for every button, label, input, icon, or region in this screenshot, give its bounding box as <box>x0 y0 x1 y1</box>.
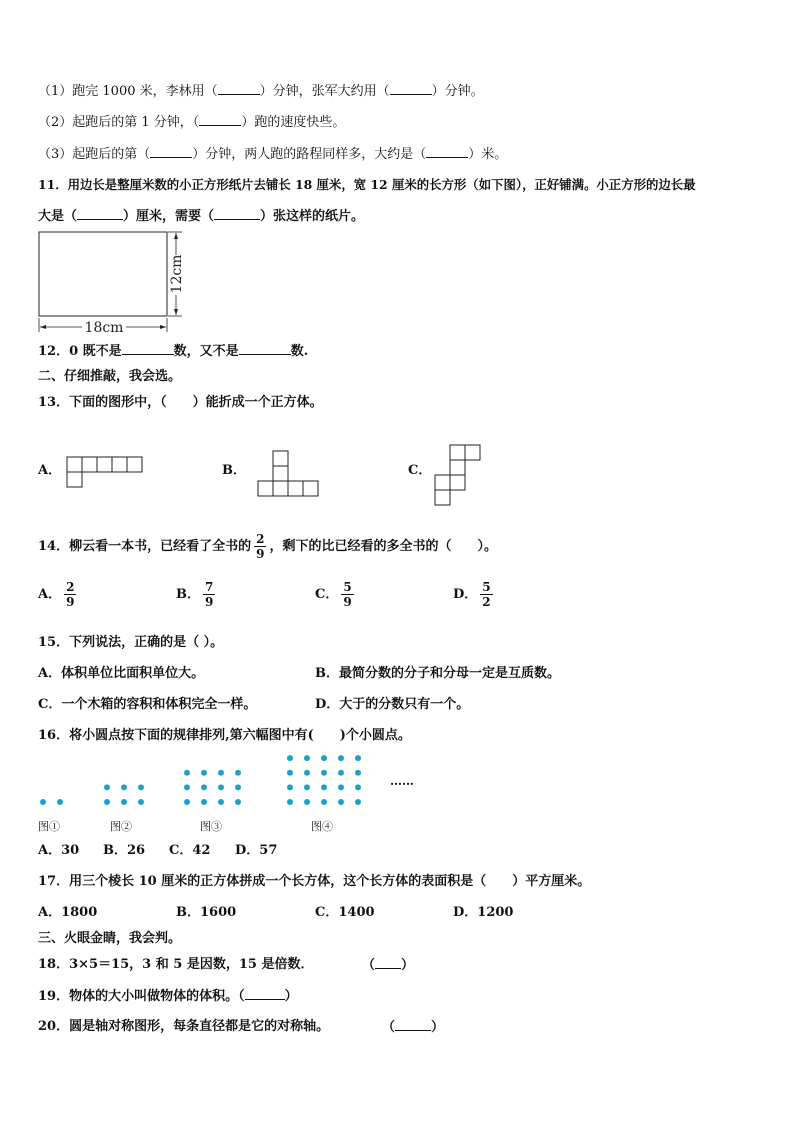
dot <box>121 784 127 790</box>
numerator: 2 <box>66 580 75 594</box>
dot <box>235 799 241 805</box>
text: ，剩下的比已经看的多全书的（ ）。 <box>269 539 497 554</box>
text: ）厘米，需要（ <box>123 209 215 224</box>
dot <box>321 799 327 805</box>
denominator: 9 <box>205 595 214 609</box>
dot <box>321 784 327 790</box>
text: 数. <box>290 344 309 359</box>
option-label: B． <box>176 587 200 602</box>
text: 14．柳云看一本书，已经看了全书的 <box>38 539 252 554</box>
answer-blank[interactable] <box>395 1018 431 1031</box>
width-label: 18cm <box>84 320 124 336</box>
q15-option-b[interactable]: B．最简分数的分子和分母一定是互质数。 <box>315 666 560 681</box>
text: ）米。 <box>468 147 508 162</box>
dot <box>104 784 110 790</box>
denominator: 9 <box>66 595 75 609</box>
q19 <box>38 987 298 1006</box>
dot <box>338 755 344 761</box>
q17-option-c[interactable]: C．1400 <box>315 905 375 920</box>
q18 <box>38 956 313 974</box>
q13-option-b-label[interactable]: B． <box>222 463 246 478</box>
text: （1）跑完 1000 米，李林用（ <box>38 84 218 99</box>
dot <box>218 770 224 776</box>
text: ）张这样的纸片。 <box>260 209 365 224</box>
section2-heading: 二、仔细推敲，我会选。 <box>38 369 182 384</box>
text: ） <box>401 958 415 973</box>
figure-4-label: 图④ <box>311 820 333 833</box>
text: （3）起跑后的第（ <box>38 147 151 162</box>
text: ）分钟，两人跑的路程同样多，大约是（ <box>192 147 427 162</box>
dot <box>138 784 144 790</box>
q17-option-b[interactable]: B．1600 <box>176 905 237 920</box>
q16-option-d[interactable]: D．57 <box>235 843 278 858</box>
text: （ <box>382 1020 396 1035</box>
section3-heading: 三、火眼金睛，我会判。 <box>38 931 182 946</box>
option-label: D． <box>453 587 478 602</box>
q13-option-a-label[interactable]: A． <box>38 463 62 478</box>
dot <box>321 755 327 761</box>
dot <box>287 784 293 790</box>
text: 20．圆是轴对称图形，每条直径都是它的对称轴。 <box>38 1019 330 1034</box>
dot <box>201 799 207 805</box>
dot <box>355 784 361 790</box>
q16-option-c[interactable]: C．42 <box>169 843 211 858</box>
dot <box>218 784 224 790</box>
text: 18．3×5＝15，3 和 5 是因数，15 是倍数． <box>38 957 314 972</box>
q18-answer[interactable] <box>362 956 414 975</box>
numerator: 5 <box>343 580 352 594</box>
q13-option-c-label[interactable]: C． <box>408 463 432 478</box>
dot <box>201 770 207 776</box>
dot <box>218 799 224 805</box>
q17-stem: 17．用三个棱长 10 厘米的正方体拼成一个长方体，这个长方体的表面积是（ ）平方厘米。 <box>38 874 591 889</box>
text: （2）起跑后的第 1 分钟，（ <box>38 115 200 130</box>
dot <box>184 770 190 776</box>
dot <box>104 799 110 805</box>
text: 大是（ <box>38 209 78 224</box>
dot <box>355 755 361 761</box>
q16-option-a[interactable]: A．30 <box>38 843 80 858</box>
q16-option-b[interactable]: B．26 <box>103 843 146 858</box>
q17-option-d[interactable]: D．1200 <box>453 905 514 920</box>
dot <box>184 799 190 805</box>
text: 12．0 既不是 <box>38 344 122 359</box>
figure-1-label: 图① <box>38 820 60 833</box>
dot <box>304 784 310 790</box>
numerator: 5 <box>482 580 491 594</box>
dot <box>355 770 361 776</box>
q17-option-a[interactable]: A．1800 <box>38 905 98 920</box>
dot <box>57 799 63 805</box>
dot <box>138 799 144 805</box>
q15-option-d[interactable]: D．大于的分数只有一个。 <box>315 697 470 712</box>
answer-blank[interactable] <box>245 987 285 1000</box>
option-label: C． <box>315 587 339 602</box>
text: ）跑的速度快些。 <box>241 115 346 130</box>
dot <box>235 770 241 776</box>
q15-option-c[interactable]: C．一个木箱的容积和体积完全一样。 <box>38 697 257 712</box>
ellipsis: …… <box>390 774 414 788</box>
dot <box>355 799 361 805</box>
dot-figure-1 <box>40 799 63 805</box>
height-label: 12cm <box>169 254 185 294</box>
q20-answer[interactable] <box>382 1018 444 1037</box>
q11-line1: 11．用边长是整厘米数的小正方形纸片去铺长 18 厘米，宽 12 厘米的长方形（如下图），正好铺满。小正方形的边长最 <box>38 177 696 192</box>
dot-figure-4 <box>287 755 361 805</box>
numerator: 7 <box>205 580 214 594</box>
dot <box>321 770 327 776</box>
text: ）分钟。 <box>431 84 484 99</box>
dot-figure-2 <box>104 784 144 805</box>
dot <box>338 770 344 776</box>
text: （ <box>362 958 376 973</box>
dot <box>338 799 344 805</box>
q16-stem: 16．将小圆点按下面的规律排列,第六幅图中有( )个小圆点。 <box>38 728 411 743</box>
text: ） <box>431 1020 445 1035</box>
numerator: 2 <box>256 532 265 546</box>
q15-option-a[interactable]: A．体积单位比面积单位大。 <box>38 666 205 681</box>
dot <box>40 799 46 805</box>
dot <box>121 799 127 805</box>
figure-2-label: 图② <box>110 820 132 833</box>
dot <box>235 784 241 790</box>
q20 <box>38 1018 329 1036</box>
denominator: 9 <box>343 595 352 609</box>
dot <box>287 770 293 776</box>
option-label: A． <box>38 587 62 602</box>
figure-3-label: 图③ <box>200 820 222 833</box>
dot <box>338 784 344 790</box>
dot-figure-3 <box>184 770 241 805</box>
dot <box>184 784 190 790</box>
text: ）分钟，张军大约用（ <box>259 84 390 99</box>
denominator: 2 <box>482 595 491 609</box>
text: 19．物体的大小叫做物体的体积。（ <box>38 989 245 1004</box>
dot <box>287 755 293 761</box>
dot <box>304 799 310 805</box>
dot <box>201 784 207 790</box>
dot <box>287 799 293 805</box>
q15-stem: 15．下列说法，正确的是（ ）。 <box>38 635 224 650</box>
text: 数，又不是 <box>173 344 239 359</box>
dot <box>304 770 310 776</box>
dot <box>304 755 310 761</box>
q13-stem: 13．下面的图形中，（ ）能折成一个正方体。 <box>38 395 323 410</box>
text: ） <box>284 989 298 1004</box>
answer-blank[interactable] <box>375 956 401 969</box>
denominator: 9 <box>256 547 265 561</box>
